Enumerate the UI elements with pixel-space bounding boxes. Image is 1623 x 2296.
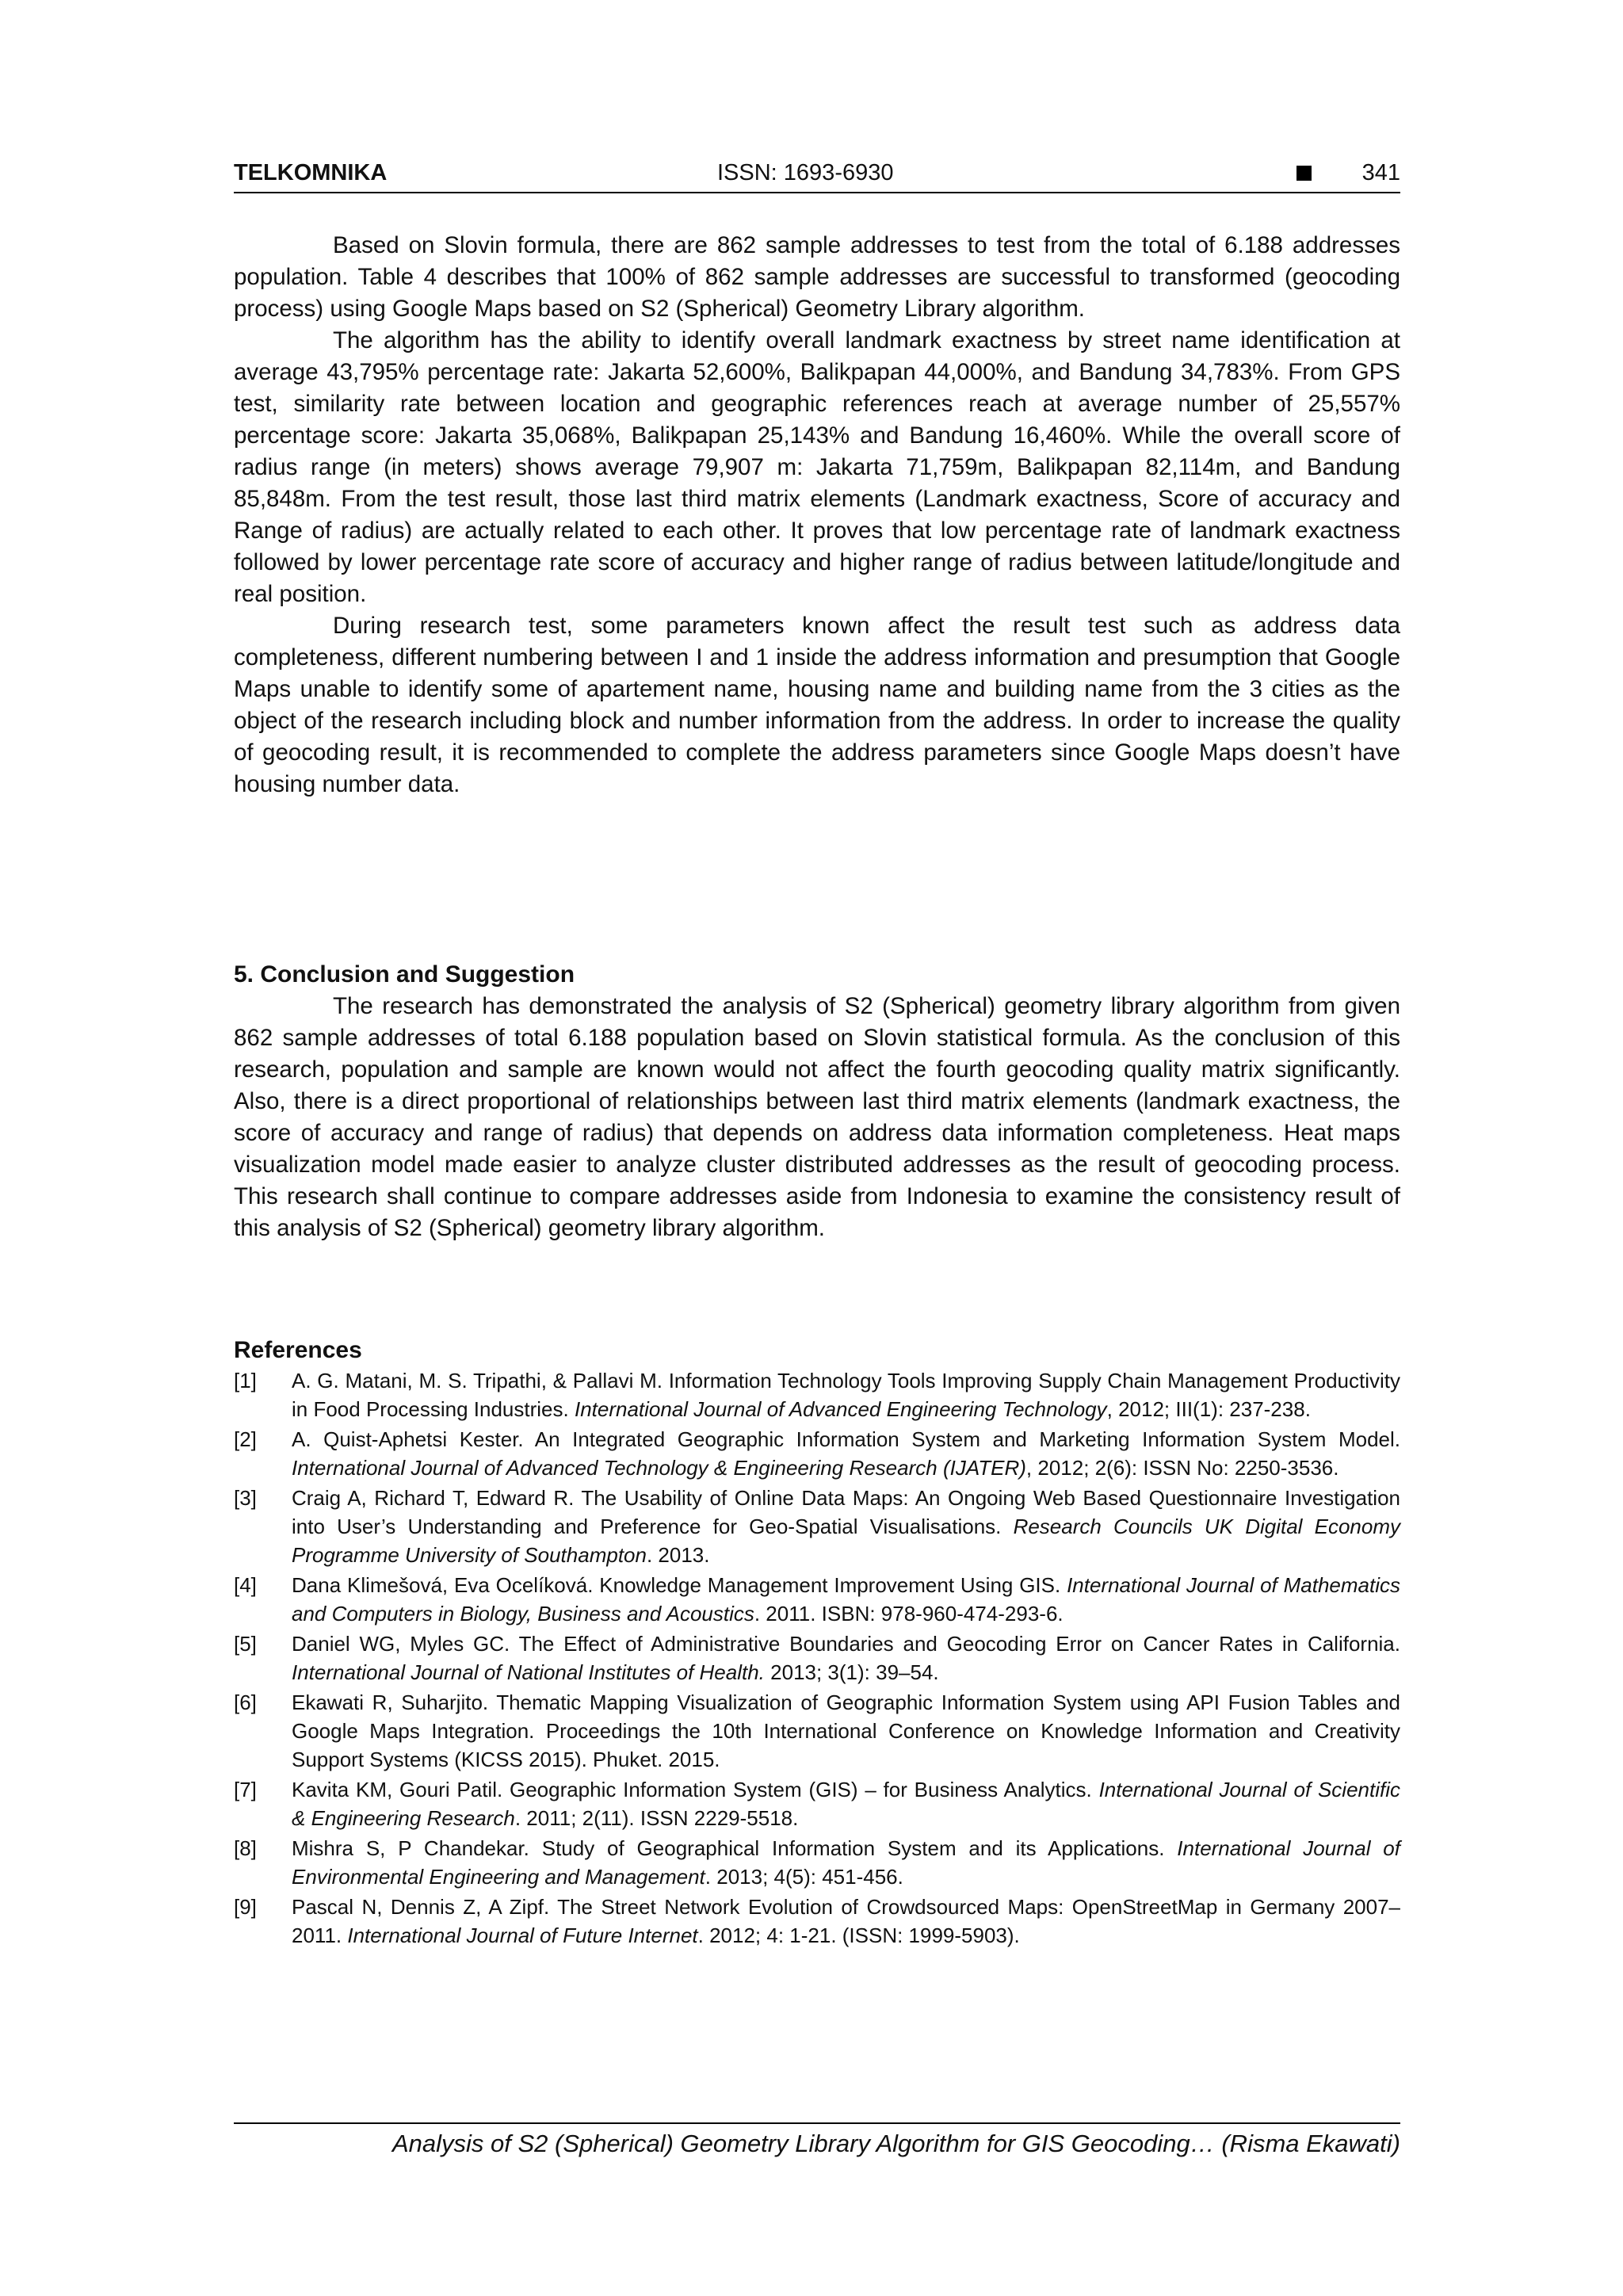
- reference-item: [234, 1893, 1400, 1950]
- reference-number: [4]: [234, 1573, 257, 1597]
- running-footer: Analysis of S2 (Spherical) Geometry Library Algorithm for GIS Geocoding… (Risma Ekawati): [391, 2130, 1400, 2157]
- reference-body: A. G. Matani, M. S. Tripathi, & Pallavi M. Information Technology Tools Improving Supply Chain Management Productivity in Food Processing Industries.: [292, 1369, 1400, 1421]
- reference-venue: International Journal of Environmental Engineering and Management: [292, 1836, 1400, 1889]
- body-paragraph: Based on Slovin formula, there are 862 sample addresses to test from the total of 6.188 addresses population. Table 4 describes that 100% of 862 sample addresses are successful to transformed (geocoding process) using Google Maps based on S2 (Spherical) Geometry Library algorithm.: [234, 232, 1400, 322]
- section-heading: 5. Conclusion and Suggestion: [234, 961, 575, 988]
- reference-details: . 2011. ISBN: 978-960-474-293-6.: [754, 1602, 1064, 1626]
- reference-venue: International Journal of Scientific & Engineering Research: [292, 1778, 1400, 1830]
- square-bullet-icon: [1296, 166, 1312, 181]
- reference-list: [234, 1366, 1400, 1950]
- reference-body: Kavita KM, Gouri Patil. Geographic Information System (GIS) – for Business Analytics.: [292, 1778, 1099, 1801]
- reference-number: [7]: [234, 1778, 257, 1801]
- reference-number: [8]: [234, 1836, 257, 1860]
- reference-body: A. Quist-Aphetsi Kester. An Integrated Geographic Information System and Marketing Information System Model.: [292, 1427, 1400, 1451]
- reference-venue: International Journal of Mathematics and Computers in Biology, Business and Acoustics: [292, 1573, 1400, 1626]
- reference-body: Mishra S, P Chandekar. Study of Geographical Information System and its Applications.: [292, 1836, 1178, 1860]
- reference-item: [234, 1775, 1400, 1832]
- reference-details: . 2013.: [646, 1543, 710, 1567]
- reference-details: . 2013; 4(5): 451-456.: [705, 1865, 903, 1889]
- references-heading: References: [234, 1337, 362, 1363]
- journal-name: TELKOMNIKA: [234, 160, 388, 185]
- discussion-text: [234, 230, 1400, 800]
- references-section: [234, 1335, 1400, 1951]
- reference-venue: International Journal of Future Internet: [347, 1924, 698, 1947]
- issn-number: ISSN: 1693-6930: [717, 160, 894, 185]
- conclusion-section: [234, 959, 1400, 1244]
- reference-number: [5]: [234, 1632, 257, 1656]
- reference-venue: Research Councils UK Digital Economy Programme University of Southampton: [292, 1515, 1401, 1567]
- reference-item: [234, 1834, 1400, 1891]
- reference-number: [3]: [234, 1486, 257, 1510]
- reference-body: Craig A, Richard T, Edward R. The Usability of Online Data Maps: An Ongoing Web Based Questionnaire Investigation into User’s Understanding and Preference for Geo-Spatial Visualisations.: [292, 1486, 1400, 1538]
- reference-body: Ekawati R, Suharjito. Thematic Mapping Visualization of Geographic Information System using API Fusion Tables and Google Maps Integration. Proceedings the 10th International Conference on Knowledge Information and Creativity Support Systems (KICSS 2015). Phuket. 2015.: [292, 1690, 1400, 1771]
- paper-page: [234, 0, 1400, 2296]
- reference-number: [1]: [234, 1369, 257, 1392]
- reference-number: [9]: [234, 1895, 257, 1919]
- reference-item: [234, 1629, 1400, 1687]
- reference-details: , 2012; 2(6): ISSN No: 2250-3536.: [1025, 1456, 1339, 1480]
- reference-item: [234, 1688, 1400, 1774]
- reference-item: [234, 1484, 1400, 1569]
- reference-details: . 2012; 4: 1-21. (ISSN: 1999-5903).: [697, 1924, 1020, 1947]
- reference-details: , 2012; III(1): 237-238.: [1106, 1397, 1311, 1421]
- reference-details: . 2011; 2(11). ISSN 2229-5518.: [514, 1806, 799, 1830]
- reference-number: [2]: [234, 1427, 257, 1451]
- conclusion-paragraph: The research has demonstrated the analysis of S2 (Spherical) geometry library algorithm from given 862 sample addresses of total 6.188 population based on Slovin statistical formula. As the conclusion of this research, population and sample are known would not affect the fourth geocoding quality matrix significantly. Also, there is a direct proportional of relationships between last third matrix elements (landmark exactness, the score of accuracy and range of radius) that depends on address data information completeness. Heat maps visualization model made easier to analyze cluster distributed addresses as the result of geocoding process. This research shall continue to compare addresses aside from Indonesia to examine the consistency result of this analysis of S2 (Spherical) geometry library algorithm.: [234, 993, 1400, 1241]
- footer-rule: [234, 2122, 1400, 2124]
- running-header: [234, 155, 1400, 190]
- header-rule: [234, 192, 1400, 193]
- reference-body: Daniel WG, Myles GC. The Effect of Administrative Boundaries and Geocoding Error on Cancer Rates in California.: [292, 1632, 1400, 1656]
- body-paragraph: The algorithm has the ability to identify overall landmark exactness by street name identification at average 43,795% percentage rate: Jakarta 52,600%, Balikpapan 44,000%, and Bandung 34,783%. From GPS test, similarity rate between location and geographic references reach at average number of 25,557% percentage score: Jakarta 35,068%, Balikpapan 25,143% and Bandung 16,460%. While the overall score of radius range (in meters) shows average 79,907 m: Jakarta 71,759m, Balikpapan 82,114m, and Bandung 85,848m. From the test result, those last third matrix elements (Landmark exactness, Score of accuracy and Range of radius) are actually related to each other. It proves that low percentage rate of landmark exactness followed by lower percentage rate score of accuracy and higher range of radius between latitude/longitude and real position.: [234, 327, 1400, 607]
- reference-venue: International Journal of Advanced Technology & Engineering Research (IJATER): [292, 1456, 1026, 1480]
- reference-venue: International Journal of National Institutes of Health.: [292, 1660, 765, 1684]
- page-number: 341: [1361, 160, 1400, 185]
- reference-number: [6]: [234, 1690, 257, 1714]
- reference-details: 2013; 3(1): 39–54.: [764, 1660, 939, 1684]
- reference-item: [234, 1425, 1400, 1482]
- body-paragraph: During research test, some parameters known affect the result test such as address data completeness, different numbering between I and 1 inside the address information and presumption that Google Maps unable to identify some of apartement name, housing name and building name from the 3 cities as the object of the research including block and number information from the address. In order to increase the quality of geocoding result, it is recommended to complete the address parameters since Google Maps doesn’t have housing number data.: [234, 613, 1400, 797]
- reference-item: [234, 1571, 1400, 1628]
- reference-item: [234, 1366, 1400, 1423]
- reference-body: Dana Klimešová, Eva Ocelíková. Knowledge Management Improvement Using GIS.: [292, 1573, 1067, 1597]
- reference-venue: International Journal of Advanced Engineering Technology: [574, 1397, 1107, 1421]
- reference-body: Pascal N, Dennis Z, A Zipf. The Street Network Evolution of Crowdsourced Maps: OpenStreetMap in Germany 2007–2011.: [292, 1895, 1400, 1947]
